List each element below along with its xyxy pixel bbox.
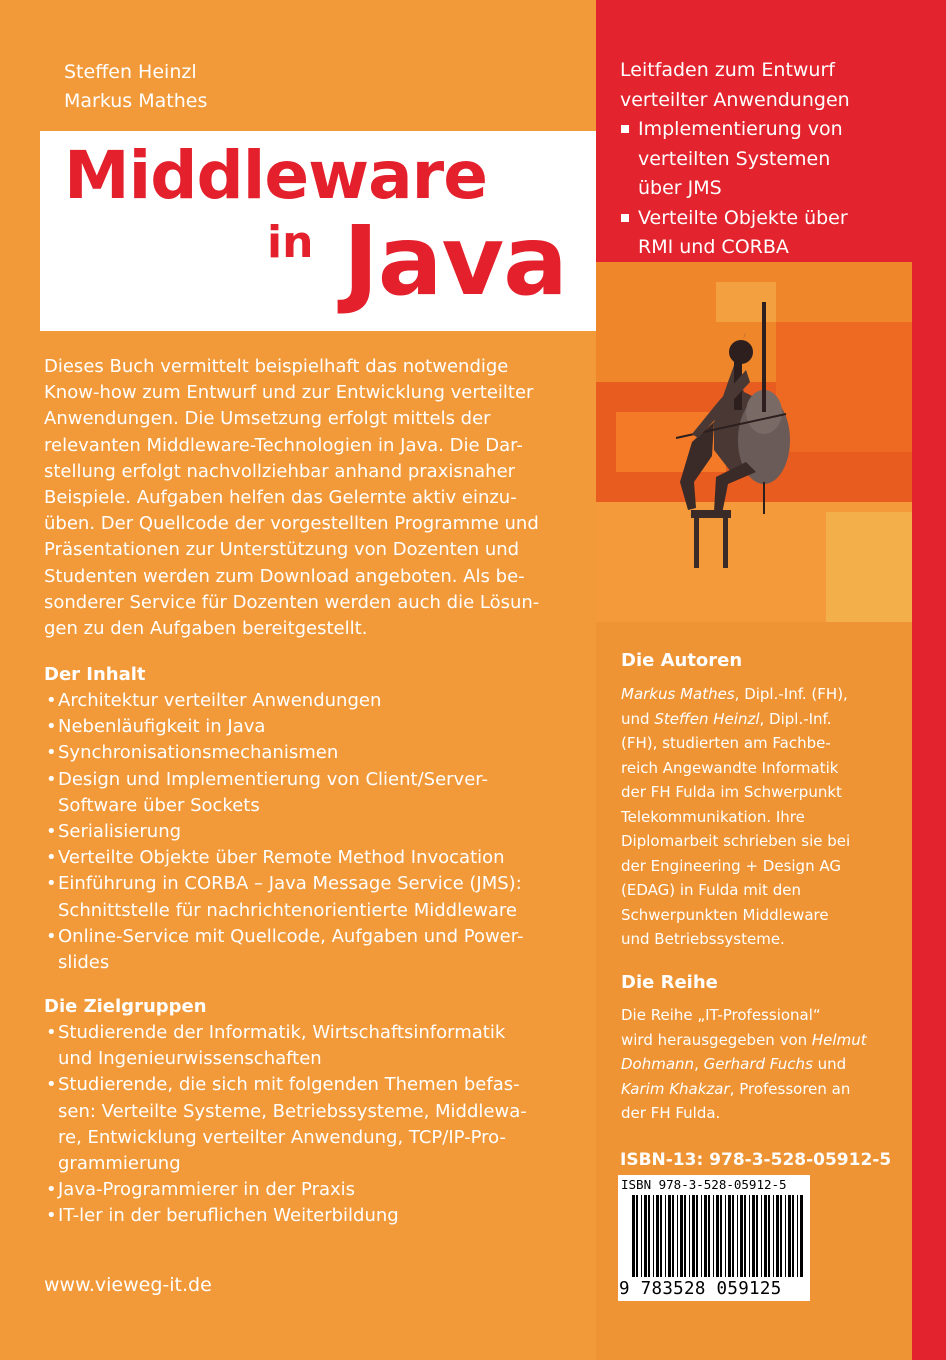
barcode-digits: 9 783528 059125 bbox=[619, 1279, 782, 1299]
barcode-bar bbox=[725, 1195, 726, 1277]
intro-line: Dieses Buch vermittelt beispielhaft das notwendige bbox=[44, 356, 509, 377]
barcode-bar bbox=[680, 1195, 683, 1277]
barcode-bar bbox=[785, 1195, 786, 1277]
list-item: • Design und Implementierung von Client/Server- Software über Sockets bbox=[44, 767, 592, 819]
autoren-line: und Steffen Heinzl, Dipl.-Inf. bbox=[621, 709, 832, 728]
autoren-line: (FH), studierten am Fachbe- bbox=[621, 734, 831, 752]
barcode-bar bbox=[696, 1195, 698, 1277]
cellist-illustration bbox=[596, 262, 912, 622]
zielgruppen-heading: Die Zielgruppen bbox=[44, 996, 207, 1017]
headline-line: verteilter Anwendungen bbox=[620, 88, 850, 111]
headline-line: Leitfaden zum Entwurf bbox=[620, 59, 835, 81]
red-edge-strip bbox=[912, 0, 946, 1360]
barcode-bar bbox=[756, 1195, 758, 1277]
barcode-bar bbox=[720, 1195, 722, 1277]
barcode-bar bbox=[797, 1195, 798, 1277]
bullet-line: RMI und CORBA bbox=[638, 236, 789, 258]
barcode-bar bbox=[800, 1195, 803, 1277]
intro-line: Know-how zum Entwurf und zur Entwicklung verteilter bbox=[44, 382, 534, 404]
intro-line: üben. Der Quellcode der vorgestellten Programme und bbox=[44, 513, 539, 535]
author-name: Markus Mathes bbox=[64, 90, 208, 112]
inhalt-list bbox=[44, 688, 592, 976]
barcode-bar bbox=[708, 1195, 710, 1277]
headline-bullet bbox=[620, 115, 910, 204]
autoren-heading: Die Autoren bbox=[621, 650, 743, 671]
cellist-photo bbox=[596, 262, 912, 622]
barcode-bar bbox=[749, 1195, 750, 1277]
barcode-bar bbox=[716, 1195, 719, 1277]
barcode-bar bbox=[689, 1195, 690, 1277]
barcode-bar bbox=[773, 1195, 774, 1277]
list-item: • Serialisierung bbox=[44, 819, 592, 845]
barcode-bar bbox=[648, 1195, 650, 1277]
list-item: • Studierende der Informatik, Wirtschaftsinformatik und Ingenieurwissenschaften bbox=[44, 1020, 592, 1072]
intro-line: Beispiele. Aufgaben helfen das Gelernte aktiv einzu- bbox=[44, 487, 517, 509]
autoren-line: (EDAG) in Fulda mit den bbox=[621, 881, 801, 899]
list-item: • Java-Programmierer in der Praxis bbox=[44, 1177, 592, 1203]
reihe-line: wird herausgegeben von Helmut bbox=[621, 1030, 867, 1049]
autoren-line: Markus Mathes, Dipl.-Inf. (FH), bbox=[621, 685, 848, 703]
isbn-label: ISBN-13: 978-3-528-05912-5 bbox=[620, 1150, 892, 1170]
reihe-line: Dohmann, Gerhard Fuchs und bbox=[621, 1055, 847, 1073]
barcode-bar bbox=[692, 1195, 695, 1277]
barcode-bar bbox=[704, 1195, 707, 1277]
intro-line: Studenten werden zum Download angeboten. Als be- bbox=[44, 565, 525, 587]
barcode-bar bbox=[761, 1195, 762, 1277]
autoren-text bbox=[621, 682, 906, 952]
intro-line: relevanten Middleware-Technologien in Java. Die Dar- bbox=[44, 434, 523, 456]
intro-line: stellung erfolgt nachvollziehbar anhand praxisnaher bbox=[44, 460, 516, 482]
autoren-line: der Engineering + Design AG bbox=[621, 856, 841, 875]
barcode-isbn-text: ISBN 978-3-528-05912-5 bbox=[621, 1177, 787, 1192]
intro-line: sonderer Service für Dozenten werden auch die Lösun- bbox=[44, 591, 540, 613]
publisher-url[interactable]: www.vieweg-it.de bbox=[44, 1274, 212, 1296]
barcode-bar bbox=[752, 1195, 755, 1277]
barcode-bar bbox=[740, 1195, 743, 1277]
barcode-bar bbox=[665, 1195, 666, 1277]
book-title-line3: Java bbox=[343, 205, 567, 317]
intro-line: Präsentationen zur Unterstützung von Dozenten und bbox=[44, 539, 520, 561]
barcode-bar bbox=[764, 1195, 767, 1277]
autoren-line: Schwerpunkten Middleware bbox=[621, 905, 829, 924]
autoren-line: Diplomarbeit schrieben sie bei bbox=[621, 832, 851, 850]
barcode bbox=[618, 1175, 810, 1301]
intro-paragraph bbox=[44, 354, 588, 642]
reihe-heading: Die Reihe bbox=[621, 972, 718, 993]
barcode-bar bbox=[636, 1195, 638, 1277]
barcode-bar bbox=[653, 1195, 654, 1277]
author-names bbox=[64, 58, 207, 116]
inhalt-heading: Der Inhalt bbox=[44, 664, 146, 685]
barcode-bar bbox=[677, 1195, 678, 1277]
barcode-bar bbox=[713, 1195, 714, 1277]
list-item: • Verteilte Objekte über Remote Method Invocation bbox=[44, 845, 592, 871]
barcode-bar bbox=[776, 1195, 779, 1277]
bullet-line: über JMS bbox=[638, 177, 722, 199]
list-item: • Online-Service mit Quellcode, Aufgaben und Power- slides bbox=[44, 924, 592, 976]
barcode-bar bbox=[660, 1195, 662, 1277]
barcode-bar bbox=[684, 1195, 686, 1277]
reihe-line: der FH Fulda. bbox=[621, 1104, 721, 1122]
autoren-line: Telekommunikation. Ihre bbox=[621, 807, 805, 826]
barcode-bar bbox=[644, 1195, 647, 1277]
autoren-line: der FH Fulda im Schwerpunkt bbox=[621, 783, 842, 801]
list-item: • Synchronisationsmechanismen bbox=[44, 740, 592, 766]
barcode-bar bbox=[641, 1195, 642, 1277]
book-title-line1: Middleware bbox=[64, 137, 487, 214]
barcode-bar bbox=[744, 1195, 746, 1277]
barcode-bar bbox=[768, 1195, 770, 1277]
list-item: • IT-ler in der beruflichen Weiterbildung bbox=[44, 1203, 592, 1229]
bullet-line: verteilten Systemen bbox=[638, 147, 831, 170]
barcode-bar bbox=[732, 1195, 734, 1277]
barcode-bar bbox=[672, 1195, 674, 1277]
list-item: • Architektur verteilter Anwendungen bbox=[44, 688, 592, 714]
barcode-bar bbox=[780, 1195, 782, 1277]
author-name: Steffen Heinzl bbox=[64, 61, 197, 83]
barcode-bar bbox=[656, 1195, 659, 1277]
title-box bbox=[40, 131, 596, 331]
intro-line: Anwendungen. Die Umsetzung erfolgt mittels der bbox=[44, 408, 491, 430]
barcode-bar bbox=[632, 1195, 635, 1277]
list-item: • Nebenläufigkeit in Java bbox=[44, 714, 592, 740]
autoren-line: und Betriebssysteme. bbox=[621, 930, 785, 948]
barcode-bar bbox=[668, 1195, 671, 1277]
book-title-line2: in bbox=[267, 217, 314, 268]
barcode-bar bbox=[792, 1195, 794, 1277]
barcode-bar bbox=[737, 1195, 738, 1277]
bullet-line: Implementierung von bbox=[638, 118, 843, 140]
list-item: • Studierende, die sich mit folgenden Themen befas- sen: Verteilte Systeme, Betriebssysteme, Middlewa- re, Entwicklung verteilter Anwendung, TCP/IP-Pro- grammierung bbox=[44, 1072, 592, 1177]
reihe-line: Die Reihe „IT-Professional“ bbox=[621, 1006, 821, 1024]
list-item: • Einführung in CORBA – Java Message Service (JMS): Schnittstelle für nachrichtenorientierte Middleware bbox=[44, 871, 592, 923]
headline-bullet bbox=[620, 204, 910, 263]
barcode-bar bbox=[788, 1195, 791, 1277]
bullet-line: Verteilte Objekte über bbox=[638, 206, 848, 229]
intro-line: gen zu den Aufgaben bereitgestellt. bbox=[44, 618, 368, 640]
barcode-bar bbox=[701, 1195, 702, 1277]
zielgruppen-list bbox=[44, 1020, 592, 1230]
reihe-text bbox=[621, 1003, 906, 1126]
barcode-bar bbox=[728, 1195, 731, 1277]
red-panel-headline bbox=[620, 56, 910, 263]
reihe-line: Karim Khakzar, Professoren an bbox=[621, 1079, 851, 1098]
autoren-line: reich Angewandte Informatik bbox=[621, 758, 839, 777]
